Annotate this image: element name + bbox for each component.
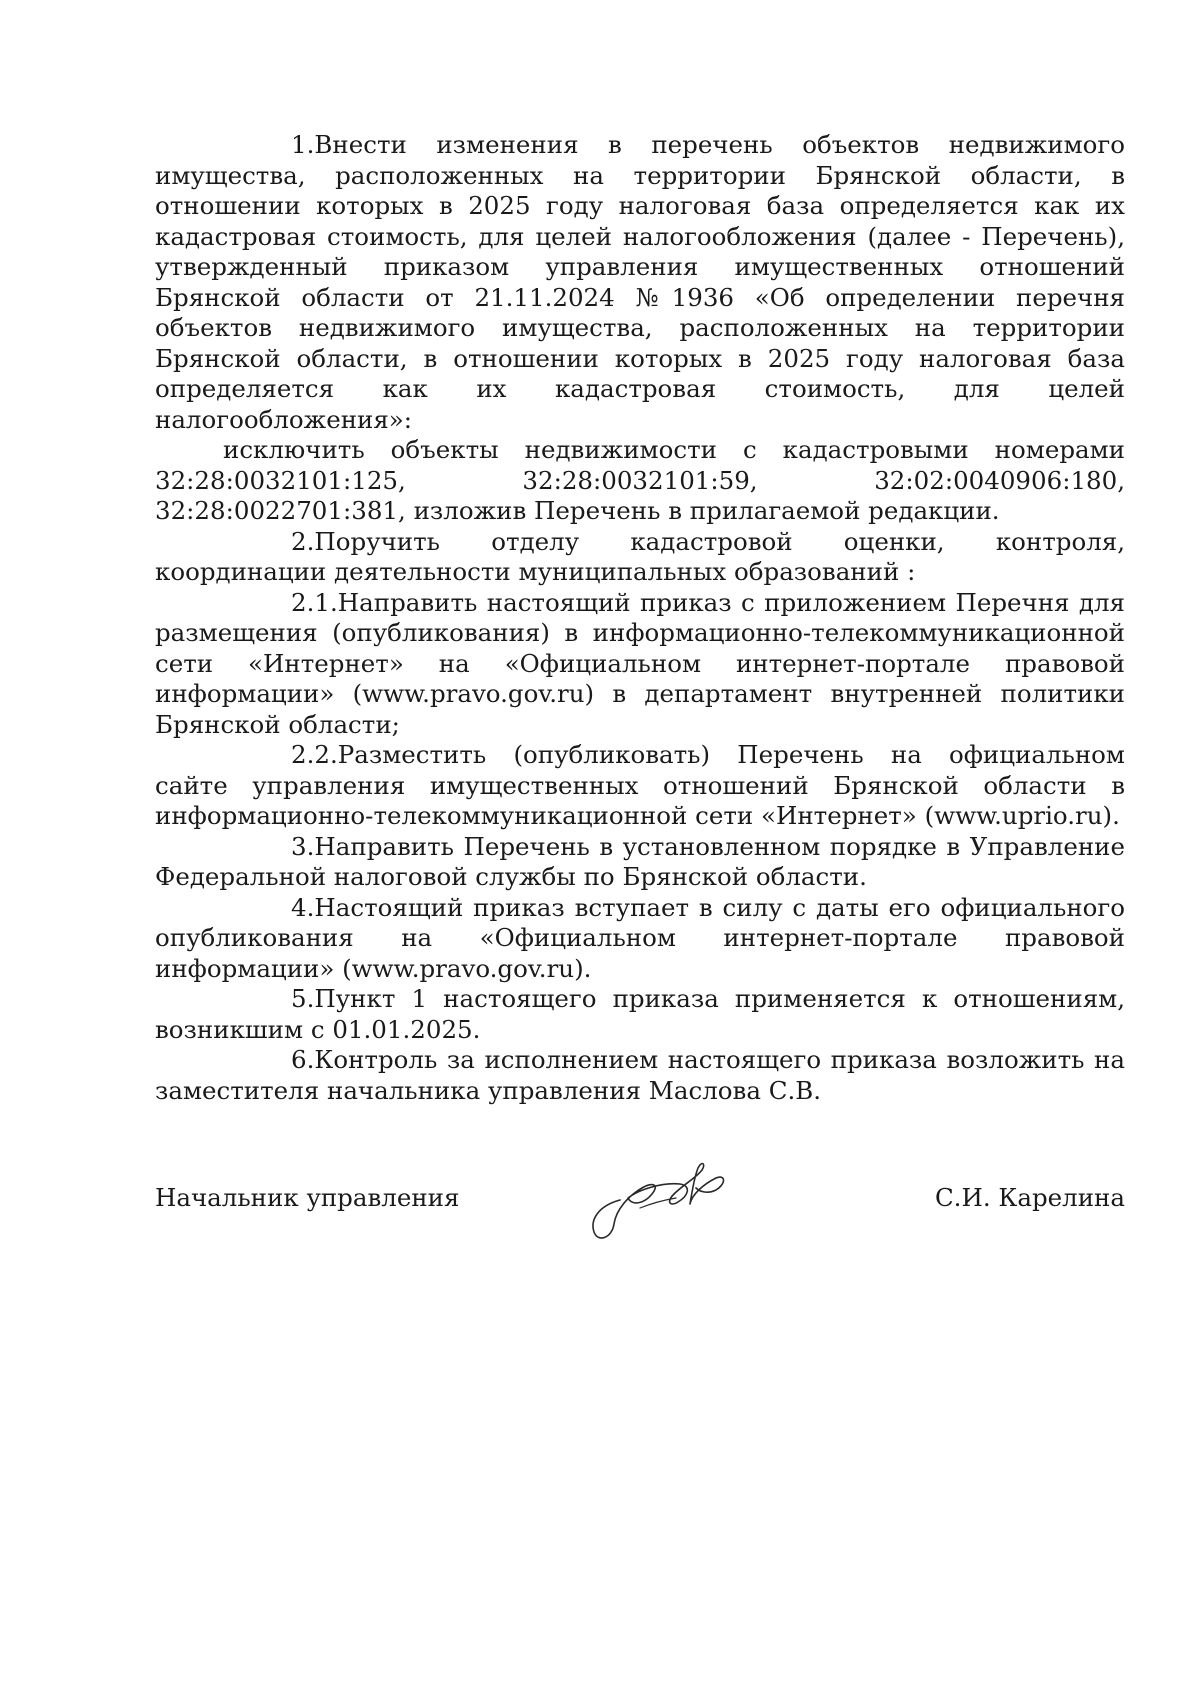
paragraph-number: 5. xyxy=(291,984,315,1013)
paragraph-2-1 xyxy=(155,588,1125,741)
paragraph-1-exclusion xyxy=(155,435,1125,527)
paragraph-6 xyxy=(155,1045,1125,1106)
signatory-position: Начальник управления xyxy=(155,1183,460,1212)
paragraph-text: исключить объекты недвижимости с кадастровыми номерами 32:28:0032101:125, 32:28:0032101:59, 32:02:0040906:180, 32:28:0022701:381, изложив Перечень в прилагаемой редакции. xyxy=(155,435,1125,525)
paragraph-number: 1. xyxy=(291,130,315,159)
paragraph-number: 2.2. xyxy=(291,740,338,769)
paragraph-number: 3. xyxy=(291,831,315,861)
document-body xyxy=(155,130,1125,1106)
paragraph-5 xyxy=(155,984,1125,1045)
paragraph-text: Пункт 1 настоящего приказа применяется к отношениям, возникшим с 01.01.2025. xyxy=(155,984,1125,1044)
paragraph-number: 2. xyxy=(291,526,315,556)
paragraph-text: Поручить отделу кадастровой оценки, контроля, координации деятельности муниципальных образований : xyxy=(155,526,1125,586)
signatory-name: С.И. Карелина xyxy=(934,1183,1125,1212)
handwritten-signature xyxy=(580,1148,740,1248)
paragraph-3 xyxy=(155,832,1125,893)
paragraph-text: Контроль за исполнением настоящего приказа возложить на заместителя начальника управления Маслова С.В. xyxy=(155,1045,1125,1105)
paragraph-2-2 xyxy=(155,740,1125,832)
paragraph-number: 2.1. xyxy=(291,587,338,617)
paragraph-text: Внести изменения в перечень объектов недвижимого имущества, расположенных на территории Брянской области, в отношении которых в 2025 году налоговая база определяется как их кадастровая стоимость, для целей налогообложения (далее - Перечень), утвержденный приказом управления имущественных отношений Брянской области от 21.11.2024 №1936 «Об определении перечня объектов недвижимого имущества, расположенных на территории Брянской области, в отношении которых в 2025 году налоговая база определяется как их кадастровая стоимость, для целей налогообложения»: xyxy=(155,130,1125,434)
paragraph-text: Направить Перечень в установленном порядке в Управление Федеральной налоговой службы по Брянской области. xyxy=(155,831,1125,891)
paragraph-text: Настоящий приказ вступает в силу с даты его официального опубликования на «Официальном интернет-портале правовой информации» (www.pravo.gov.ru). xyxy=(155,892,1125,983)
paragraph-text: Направить настоящий приказ с приложением Перечня для размещения (опубликования) в информационно-телекоммуникационной сети «Интернет» на «Официальном интернет-портале правовой информации» (www.pravo.gov.ru) в департамент внутренней политики Брянской области; xyxy=(155,587,1125,739)
paragraph-1 xyxy=(155,130,1125,435)
paragraph-2 xyxy=(155,527,1125,588)
paragraph-text: Разместить (опубликовать) Перечень на официальном сайте управления имущественных отношений Брянской области в информационно-телекоммуникационной сети «Интернет» (www.uprio.ru). xyxy=(155,740,1125,830)
paragraph-4 xyxy=(155,893,1125,985)
paragraph-number: 6. xyxy=(291,1045,315,1074)
signature-block xyxy=(155,1183,1125,1243)
paragraph-number: 4. xyxy=(291,892,315,922)
